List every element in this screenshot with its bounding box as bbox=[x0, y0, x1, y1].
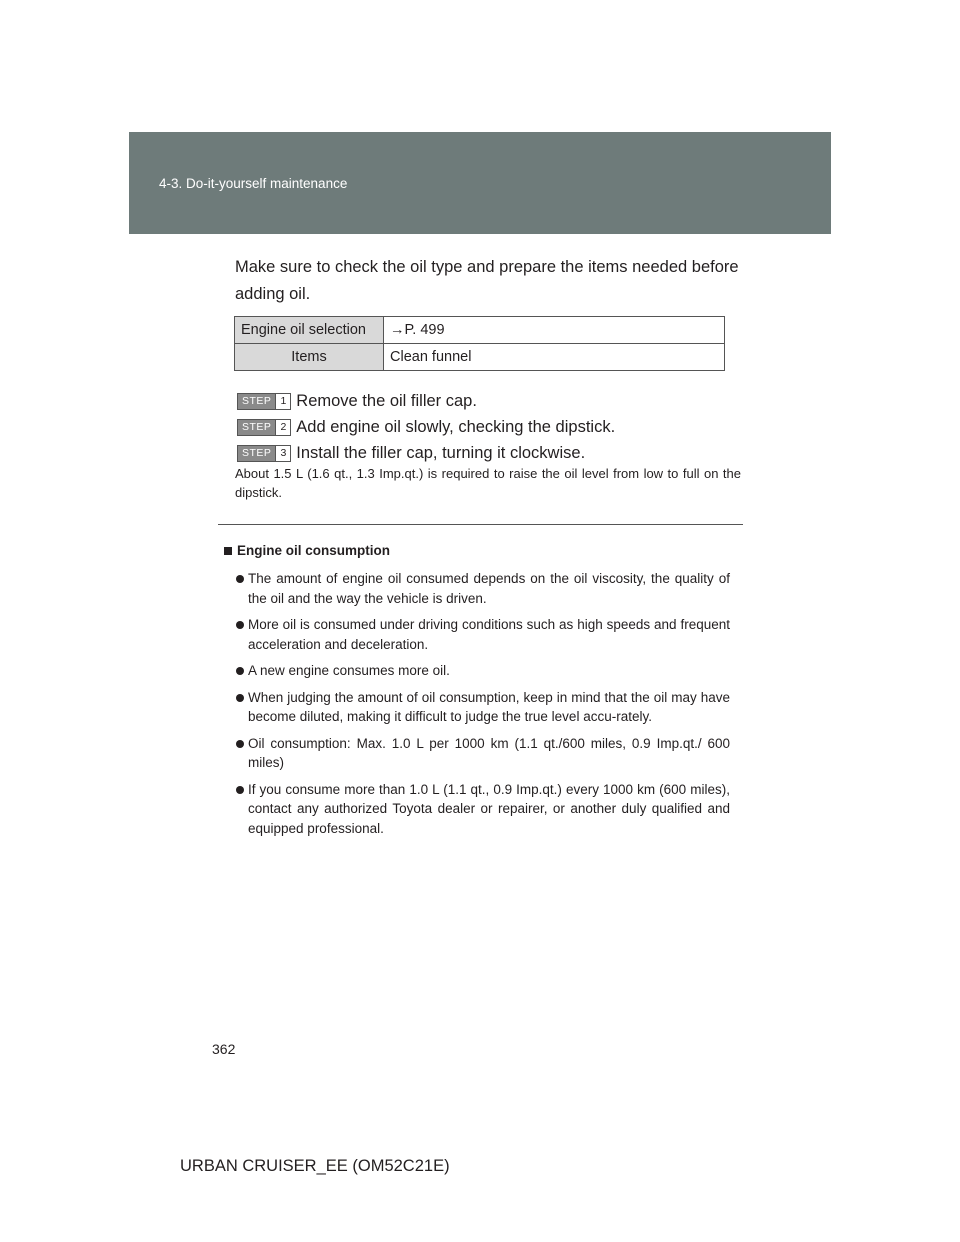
table-key-engine-oil: Engine oil selection bbox=[235, 317, 384, 344]
circle-bullet-icon bbox=[236, 667, 244, 675]
list-item-text: Oil consumption: Max. 1.0 L per 1000 km (1.1 qt./600 miles, 0.9 Imp.qt./ 600 miles) bbox=[248, 735, 730, 770]
list-item bbox=[224, 661, 730, 681]
document-footer: URBAN CRUISER_EE (OM52C21E) bbox=[180, 1157, 450, 1175]
step-3 bbox=[237, 440, 615, 466]
list-item-text: The amount of engine oil consumed depends on the oil viscosity, the quality of the oil and the way the vehicle is driven. bbox=[248, 571, 730, 606]
list-item-text: A new engine consumes more oil. bbox=[248, 663, 450, 678]
consumption-bullets bbox=[224, 569, 730, 838]
circle-bullet-icon bbox=[236, 786, 244, 794]
step-badge-word: STEP bbox=[238, 446, 275, 461]
table-row bbox=[235, 317, 725, 344]
step-text: Add engine oil slowly, checking the dipstick. bbox=[296, 417, 616, 436]
list-item bbox=[224, 734, 730, 773]
table-value-engine-oil: →P. 499 bbox=[384, 317, 725, 344]
step-badge bbox=[237, 393, 291, 410]
step-badge-number: 1 bbox=[275, 394, 290, 409]
list-item-text: When judging the amount of oil consumption, keep in mind that the oil may have become diluted, making it difficult to judge the true level accu-rately. bbox=[248, 689, 730, 724]
consumption-heading bbox=[224, 542, 730, 560]
square-bullet-icon bbox=[224, 547, 232, 555]
intro-paragraph: Make sure to check the oil type and prepare the items needed before adding oil. bbox=[235, 258, 739, 303]
step-badge-word: STEP bbox=[238, 420, 275, 435]
oil-quantity-note: About 1.5 L (1.6 qt., 1.3 Imp.qt.) is required to raise the oil level from low to full on the dipstick. bbox=[235, 466, 741, 500]
step-badge bbox=[237, 419, 291, 436]
step-list bbox=[237, 388, 615, 466]
step-1 bbox=[237, 388, 615, 414]
list-item bbox=[224, 569, 730, 608]
oil-spec-table bbox=[234, 316, 725, 371]
consumption-title: Engine oil consumption bbox=[237, 543, 390, 558]
section-title: 4-3. Do-it-yourself maintenance bbox=[159, 176, 348, 191]
page-number: 362 bbox=[212, 1041, 236, 1057]
step-badge-number: 2 bbox=[275, 420, 290, 435]
list-item-text: More oil is consumed under driving conditions such as high speeds and frequent acceleration and deceleration. bbox=[248, 617, 730, 652]
step-badge-word: STEP bbox=[238, 394, 275, 409]
table-row bbox=[235, 344, 725, 371]
step-badge-number: 3 bbox=[275, 446, 290, 461]
section-divider bbox=[218, 524, 743, 525]
table-value-items: Clean funnel bbox=[384, 344, 725, 371]
step-text: Install the filler cap, turning it clockwise. bbox=[296, 443, 586, 462]
step-badge bbox=[237, 445, 291, 462]
circle-bullet-icon bbox=[236, 740, 244, 748]
circle-bullet-icon bbox=[236, 621, 244, 629]
consumption-section bbox=[224, 542, 730, 845]
step-2 bbox=[237, 414, 615, 440]
list-item bbox=[224, 780, 730, 839]
table-key-items: Items bbox=[235, 344, 384, 371]
circle-bullet-icon bbox=[236, 575, 244, 583]
circle-bullet-icon bbox=[236, 694, 244, 702]
list-item bbox=[224, 615, 730, 654]
list-item bbox=[224, 688, 730, 727]
section-header bbox=[129, 132, 831, 234]
step-text: Remove the oil filler cap. bbox=[296, 391, 477, 410]
list-item-text: If you consume more than 1.0 L (1.1 qt., 0.9 Imp.qt.) every 1000 km (600 miles), contact any authorized Toyota dealer or repairer, or another duly qualified and equipped professional. bbox=[248, 781, 730, 836]
